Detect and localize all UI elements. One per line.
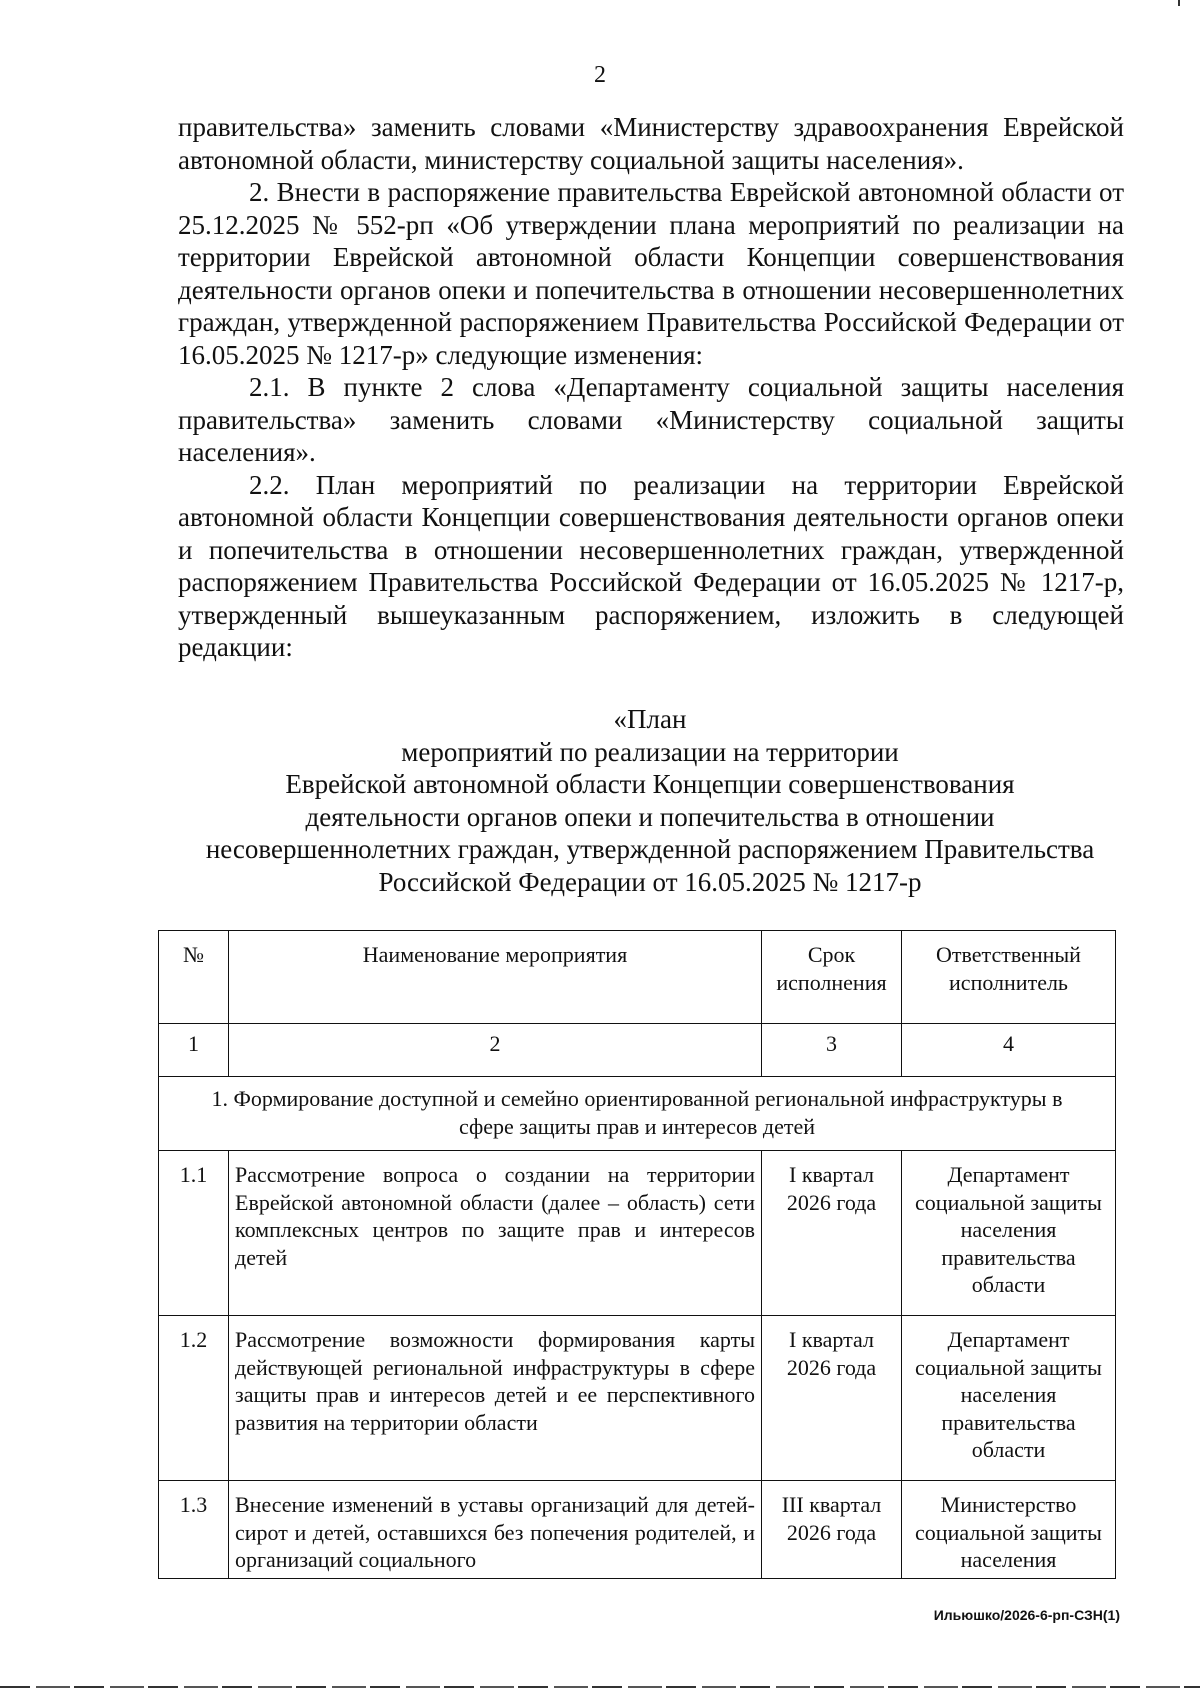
plan-table bbox=[158, 930, 1116, 1579]
row-term: I квартал 2026 года bbox=[762, 1316, 902, 1481]
plan-title-line: деятельности органов опеки и попечительства в отношении bbox=[305, 801, 995, 832]
document-body bbox=[178, 111, 1124, 664]
table-row bbox=[159, 1481, 1116, 1579]
row-responsible: Департамент социальной защиты населения правительства области bbox=[902, 1316, 1116, 1481]
plan-title-line: «План bbox=[613, 704, 687, 734]
plan-title bbox=[160, 703, 1140, 898]
row-number: 1.2 bbox=[159, 1316, 229, 1481]
column-number: 1 bbox=[159, 1024, 229, 1077]
column-number: 3 bbox=[762, 1024, 902, 1077]
paragraph-1: правительства» заменить словами «Министерству здравоохранения Еврейской автономной области, министерству социальной защиты населения». bbox=[178, 112, 1124, 175]
row-responsible: Департамент социальной защиты населения правительства области bbox=[902, 1151, 1116, 1316]
row-term: I квартал 2026 года bbox=[762, 1151, 902, 1316]
section-title: 1. Формирование доступной и семейно ориентированной региональной инфраструктуры в сфере защиты прав и интересов детей bbox=[159, 1077, 1116, 1151]
page-number: 2 bbox=[594, 62, 606, 88]
column-numbers-row bbox=[159, 1024, 1116, 1077]
plan-title-line: мероприятий по реализации на территории bbox=[401, 736, 899, 767]
row-term: III квартал 2026 года bbox=[762, 1481, 902, 1579]
table-header-row bbox=[159, 931, 1116, 1024]
row-name: Рассмотрение вопроса о создании на территории Еврейской автономной области (далее – область) сети комплексных центров по защите прав и интересов детей bbox=[229, 1151, 762, 1316]
section-row bbox=[159, 1077, 1116, 1151]
header-term: Срок исполнения bbox=[762, 931, 902, 1024]
table-row bbox=[159, 1316, 1116, 1481]
column-number: 2 bbox=[229, 1024, 762, 1077]
table-row bbox=[159, 1151, 1116, 1316]
header-name: Наименование мероприятия bbox=[229, 931, 762, 1024]
header-number: № bbox=[159, 931, 229, 1024]
header-responsible: Ответственный исполнитель bbox=[902, 931, 1116, 1024]
scan-mark bbox=[1178, 0, 1180, 6]
document-code: Ильюшко/2026-6-рп-СЗН(1) bbox=[933, 1607, 1120, 1623]
row-number: 1.1 bbox=[159, 1151, 229, 1316]
row-responsible: Министерство социальной защиты населения bbox=[902, 1481, 1116, 1579]
scan-edge-line bbox=[0, 1686, 1200, 1688]
row-name: Рассмотрение возможности формирования карты действующей региональной инфраструктуры в сфере защиты прав и интересов детей и ее перспективного развития на территории области bbox=[229, 1316, 762, 1481]
plan-title-line: несовершеннолетних граждан, утвержденной распоряжением Правительства bbox=[205, 834, 1095, 864]
paragraph-2-1: 2.1. В пункте 2 слова «Департаменту социальной защиты населения правительства» заменить словами «Министерству социальной защиты населения». bbox=[178, 372, 1124, 467]
plan-title-line: Еврейской автономной области Концепции совершенствования bbox=[285, 769, 1015, 799]
column-number: 4 bbox=[902, 1024, 1116, 1077]
row-number: 1.3 bbox=[159, 1481, 229, 1579]
paragraph-2: 2. Внести в распоряжение правительства Еврейской автономной области от 25.12.2025 № 552-рп «Об утверждении плана мероприятий по реализации на территории Еврейской автономной области Концепции совершенствования деятельности органов опеки и попечительства в отношении несовершеннолетних граждан, утвержденной распоряжением Правительства Российской Федерации от 16.05.2025 № 1217-р» следующие изменения: bbox=[178, 177, 1124, 370]
row-name: Внесение изменений в уставы организаций для детей-сирот и детей, оставшихся без попечения родителей, и организаций социального bbox=[229, 1481, 762, 1579]
paragraph-2-2: 2.2. План мероприятий по реализации на территории Еврейской автономной области Концепции совершенствования деятельности органов опеки и попечительства в отношении несовершеннолетних граждан, утвержденной распоряжением Правительства Российской Федерации от 16.05.2025 № 1217-р, утвержденный вышеуказанным распоряжением, изложить в следующей редакции: bbox=[178, 469, 1124, 662]
plan-title-line: Российской Федерации от 16.05.2025 № 1217-р bbox=[378, 866, 922, 897]
